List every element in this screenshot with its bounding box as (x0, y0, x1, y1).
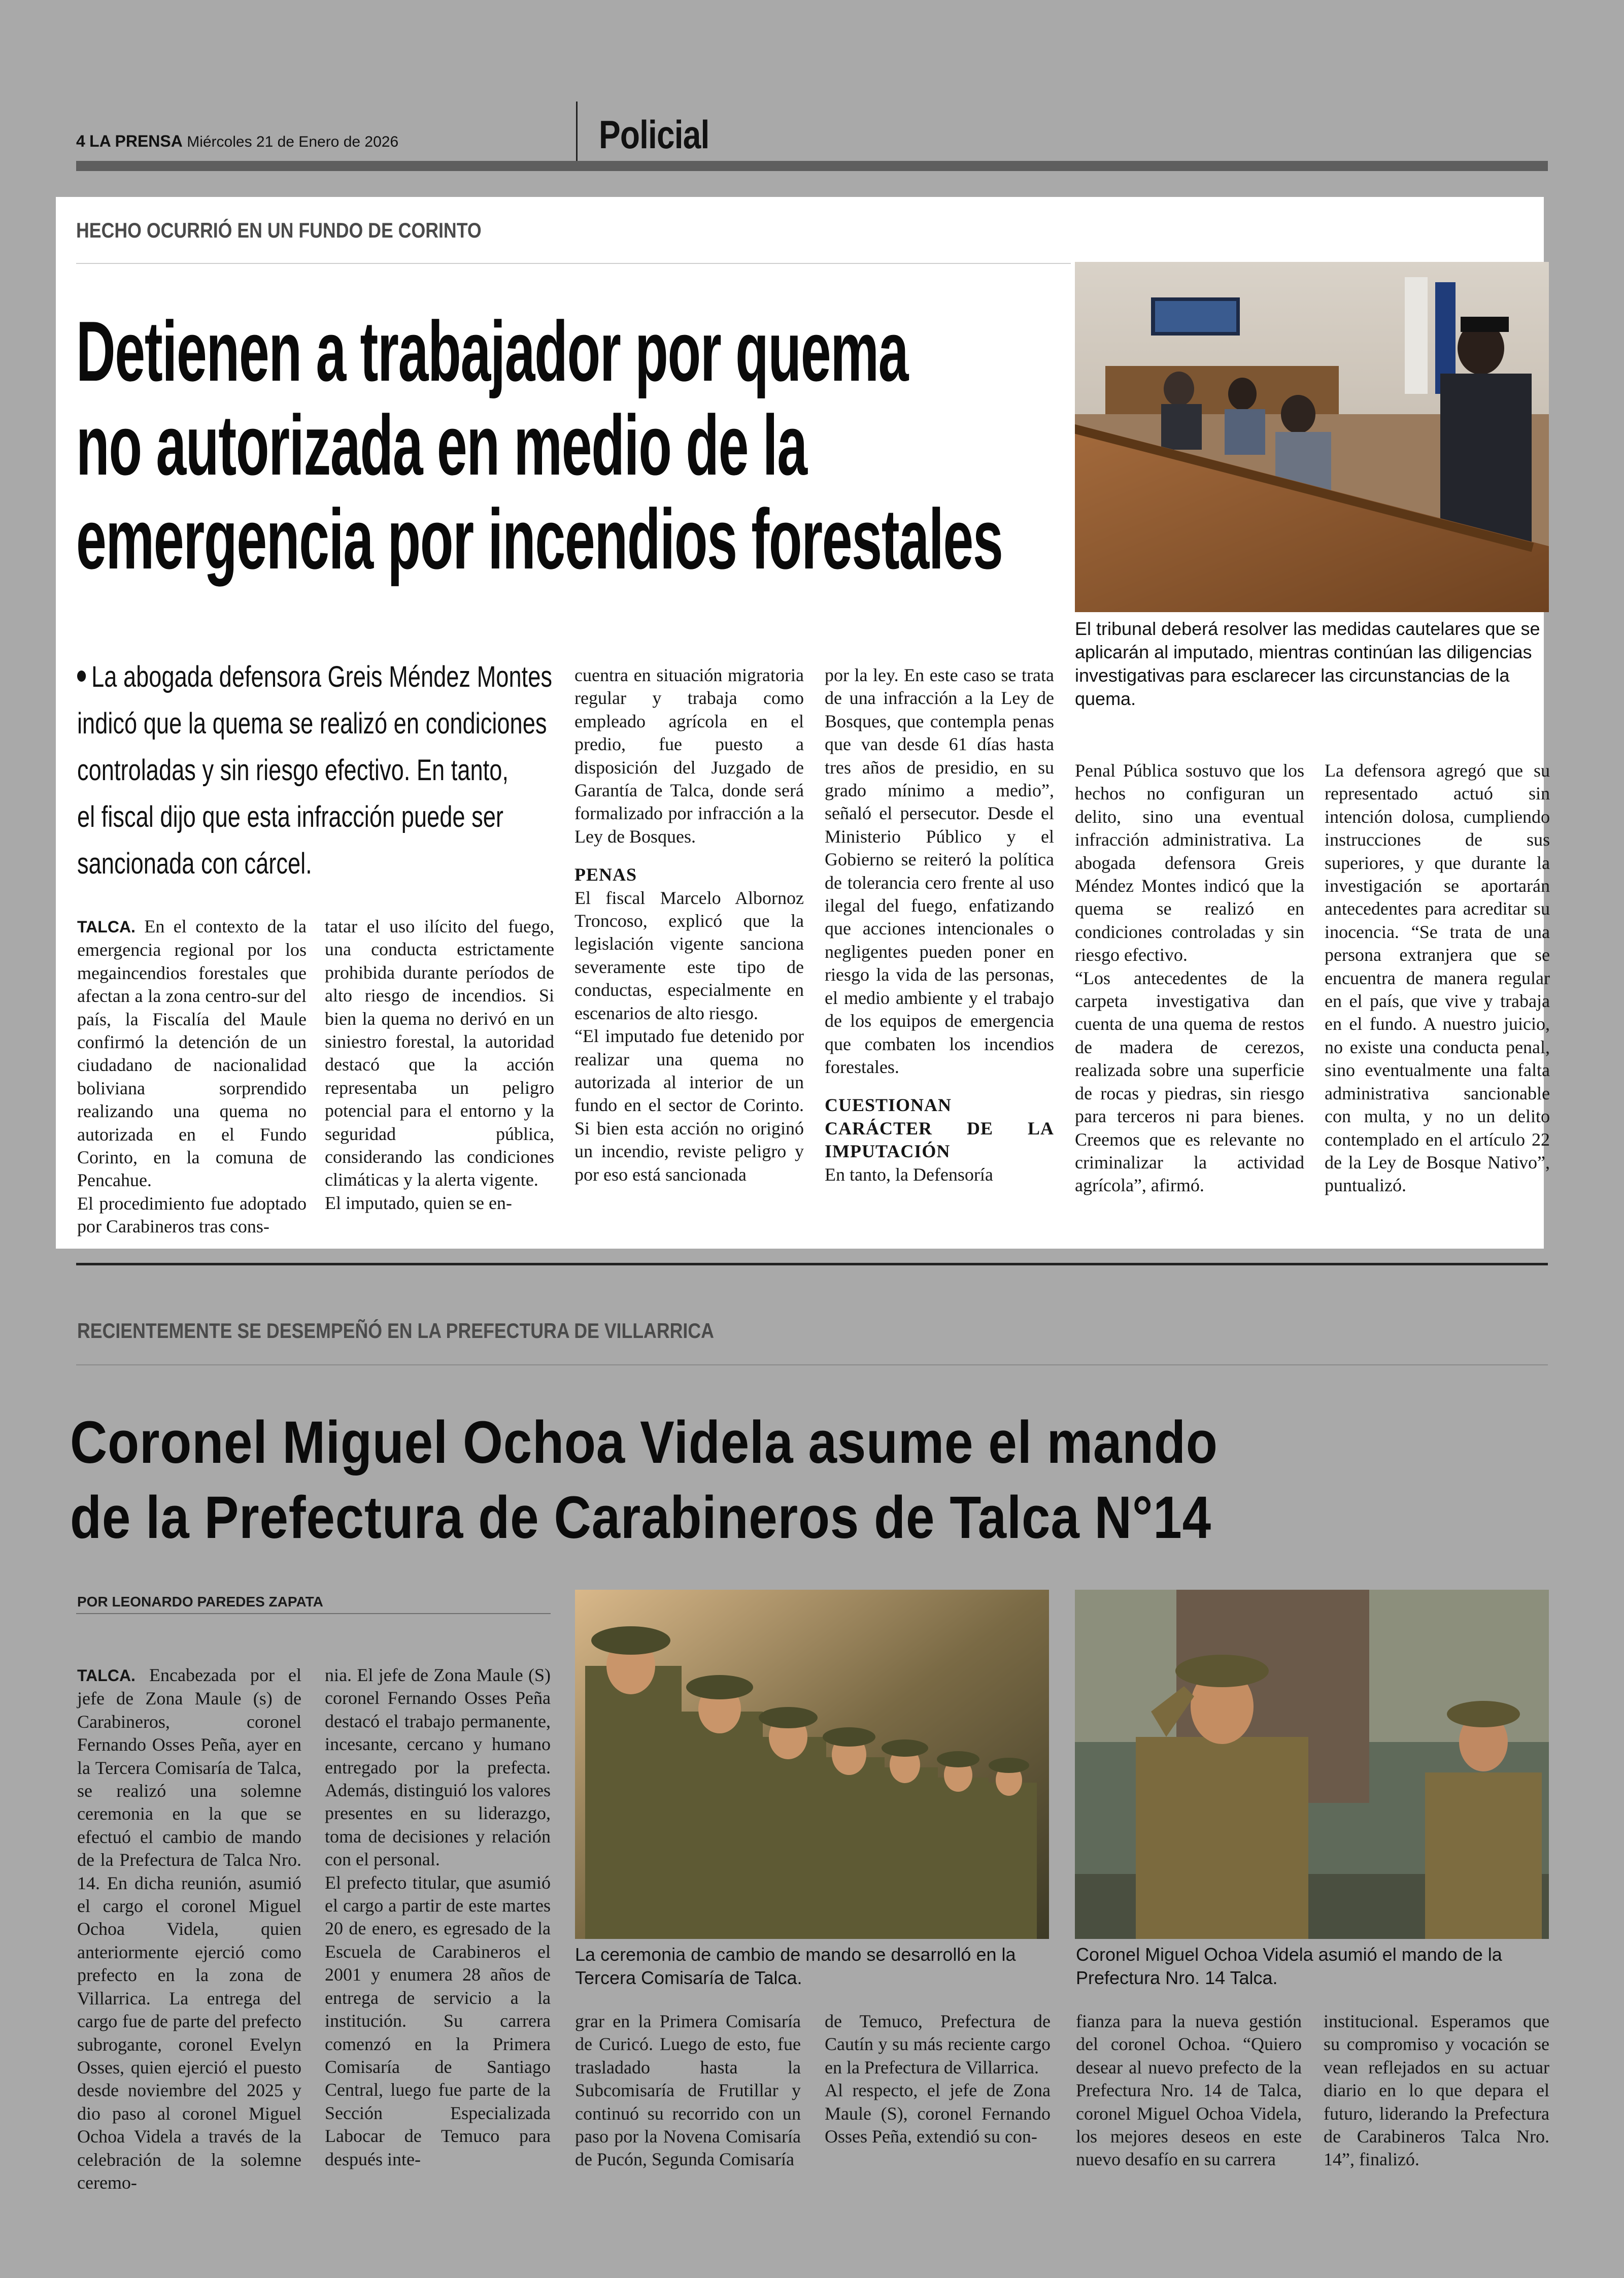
paragraph: de Temuco, Prefectura de Cautín y su más reciente cargo en la Prefectura de Villarrica. (825, 2011, 1051, 2078)
paragraph: fianza para la nueva gestión del coronel Ochoa. “Quiero desear al nuevo prefecto de la Prefectura Nro. 14 de Talca, coronel Miguel Ochoa Videla, los mejores deseos en este nuevo desafío en su carrera (1076, 2011, 1302, 2170)
paragraph: El prefecto titular, que asumió el cargo a partir de este martes 20 de enero, es egresado de la Escuela de Carabineros el 2001 y enumera 28 años de entrega de servicio a la institución. Su carrera comenzó en la Primera Comisaría de Santiago Central, luego fue parte de la Sección Especializada Labocar de Temuco para después inte- (325, 1872, 551, 2169)
paper-name: LA PRENSA (89, 132, 183, 150)
headline-line: Detienen a trabajador por quema (76, 304, 908, 399)
paragraph-text: Encabezada por el jefe de Zona Maule (s) de Carabineros, coronel Fernando Osses Peña, ayer en la Tercera Comisaría de Talca, se realizó una solemne ceremonia en la que se efectuó el cambio de mando de la Prefectura de Talca Nro. 14. En dicha reunión, asumió el cargo el coronel Miguel Ochoa Videla, quien anteriormente ejerció como prefecto en la zona de Villarrica. La entrega del cargo fue de parte del prefecto subrogante, coronel Evelyn Osses, quien ejerció el puesto desde noviembre del 2025 y dio paso al coronel Miguel Ochoa Videla a través de la celebración de la solemne ceremo- (77, 1665, 301, 2193)
article2-col4 (825, 2010, 1051, 2148)
lead-line: el fiscal dijo que esta infracción puede ser (77, 800, 503, 833)
headline-line: no autorizada en medio de la (76, 397, 807, 493)
paragraph: El fiscal Marcelo Albornoz Troncoso, explicó que la legislación vigente sanciona severamente este tipo de conductas, especialmente en escenarios de alto riesgo. (574, 887, 804, 1023)
article1-kicker: HECHO OCURRIÓ EN UN FUNDO DE CORINTO (76, 218, 482, 242)
byline-rule (76, 1613, 551, 1614)
paragraph-text: En el contexto de la emergencia regional por los megaincendios forestales que afectan a la zona centro-sur del país, la Fiscalía del Maule confirmó la detención de un ciudadano de nacionalidad boliviana sorprendido realizando una quema no autorizada en el Fundo Corinto, en la comuna de Pencahue. (77, 916, 307, 1191)
paragraph: “El imputado fue detenido por realizar una quema no autorizada al interior de un fundo en el sector de Corinto. Si bien esta acción no originó un incendio, reviste peligro y por eso está sancionada (574, 1026, 804, 1185)
article2-col6 (1324, 2010, 1549, 2171)
paragraph: La defensora agregó que su representado actuó sin intención dolosa, cumpliendo instrucciones de sus superiores, y que durante la investigación se aportarán antecedentes para acreditar su inocencia. “Se trata de una persona extranjera que se encuentra de manera regular en el país, que vive y trabaja en el fundo. A nuestro juicio, no existe una conducta penal, sino eventualmente una falta administrativa sancionable con multa, y no un delito contemplado en el artículo 22 de la Ley de Bosque Nativo”, puntualizó. (1325, 760, 1550, 1196)
article2-headline (70, 1405, 1405, 1555)
section-title: Policial (599, 112, 709, 157)
issue-date: Miércoles 21 de Enero de 2026 (187, 133, 399, 150)
article2-col1 (77, 1664, 301, 2194)
article2-kicker: RECIENTEMENTE SE DESEMPEÑÓ EN LA PREFECTURA DE VILLARRICA (77, 1319, 714, 1343)
paragraph: Penal Pública sostuvo que los hechos no configuran un delito, sino una eventual infracción administrativa. La abogada defensora Greis Méndez Montes indicó que la quema se realizó en condiciones controladas y sin riesgo efectivo. (1075, 760, 1304, 965)
article2-col2 (325, 1664, 551, 2171)
paragraph: El procedimiento fue adoptado por Carabineros tras cons- (77, 1193, 307, 1237)
ceremony-photo-image (575, 1590, 1049, 1939)
article2-col5 (1076, 2010, 1302, 2171)
lead-line-text: La abogada defensora Greis Méndez Montes (91, 660, 552, 693)
paragraph: por la ley. En este caso se trata de una infracción a la Ley de Bosques, que contempla penas que van desde 61 días hasta tres años de presidio, en su grado mínimo a medio”, señaló el persecutor. Desde el Ministerio Público y el Gobierno se reiteró la política de tolerancia cero frente al uso ilegal del fuego, enfatizando que acciones intencionales o negligentes pueden poner en riesgo la vida de las personas, el medio ambiente y el trabajo de los equipos de emergencia que combaten los incendios forestales. (825, 665, 1054, 1077)
paragraph: tatar el uso ilícito del fuego, una conducta estrictamente prohibida durante períodos de alto riesgo de incendios. Si bien la quema no derivó en un siniestro forestal, la autoridad destacó que la acción representaba un peligro potencial para el entorno y la seguridad pública, considerando las condiciones climáticas y la alerta vigente. (325, 916, 554, 1190)
page-number: 4 (76, 132, 85, 150)
paragraph: grar en la Primera Comisaría de Curicó. Luego de esto, fue trasladado hasta la Subcomisaría de Frutillar y continuó su recorrido con un paso por la Novena Comisaría de Pucón, Segunda Comisaría (575, 2011, 801, 2170)
dateline: TALCA. (77, 1666, 136, 1685)
headline-line: de la Prefectura de Carabineros de Talca N°14 (70, 1484, 1211, 1551)
lead-line: controladas y sin riesgo efectivo. En tanto, (77, 754, 509, 787)
colonel-photo (1075, 1590, 1549, 1939)
ceremony-caption: La ceremonia de cambio de mando se desarrolló en la Tercera Comisaría de Talca. (575, 1944, 1016, 1988)
paragraph: nia. El jefe de Zona Maule (S) coronel Fernando Osses Peña destacó el trabajo permanente, incesante, cercano y humano entregado por la prefecta. Además, distinguió los valores presentes en su liderazgo, toma de decisiones y relación con el personal. (325, 1665, 551, 1870)
paragraph: cuentra en situación migratoria regular y trabaja como empleado agrícola en el predio, fue puesto a disposición del Juzgado de Garantía de Talca, donde será formalizado por infracción a la Ley de Bosques. (574, 665, 804, 847)
kicker-rule (76, 1364, 1548, 1365)
paragraph (77, 1664, 301, 2194)
byline: POR LEONARDO PAREDES ZAPATA (77, 1594, 323, 1610)
ceremony-photo (575, 1590, 1049, 1939)
paragraph: “Los antecedentes de la carpeta investigativa dan cuenta de una quema de restos de madera de cerezos, realizada sobre una superficie de rocas y piedras, sin riesgo para terceros ni para bienes. Creemos que es relevante no criminalizar la actividad agrícola”, afirmó. (1075, 967, 1304, 1196)
headline-line: emergencia por incendios forestales (76, 491, 1003, 587)
subhead: CUESTIONAN CARÁCTER DE LA IMPUTACIÓN (825, 1095, 1054, 1162)
paragraph: En tanto, la Defensoría (825, 1164, 993, 1185)
courtroom-caption: El tribunal deberá resolver las medidas cautelares que se aplicarán al imputado, mientras continúan las diligencias investigativas para esclarecer las circunstancias de la quema. (1075, 618, 1540, 709)
lead-line: indicó que la quema se realizó en condiciones (77, 707, 547, 740)
lead-line: sancionada con cárcel. (77, 847, 312, 880)
paragraph: El imputado, quien se en- (325, 1192, 512, 1213)
colonel-photo-image (1075, 1590, 1549, 1939)
subhead: PENAS (574, 864, 637, 885)
colonel-caption: Coronel Miguel Ochoa Videla asumió el mando de la Prefectura Nro. 14 Talca. (1076, 1944, 1502, 1988)
paragraph: Al respecto, el jefe de Zona Maule (S), coronel Fernando Osses Peña, extendió su con- (825, 2080, 1051, 2147)
headline-line: Coronel Miguel Ochoa Videla asume el mando (70, 1409, 1218, 1476)
dateline: TALCA. (77, 918, 136, 936)
article2-col3 (575, 2010, 801, 2171)
paragraph: institucional. Esperamos que su compromiso y vocación se vean reflejados en su actuar diario en lo que depara el futuro, liderando la Prefectura de Carabineros Talca Nro. 14”, finalizó. (1324, 2011, 1549, 2170)
